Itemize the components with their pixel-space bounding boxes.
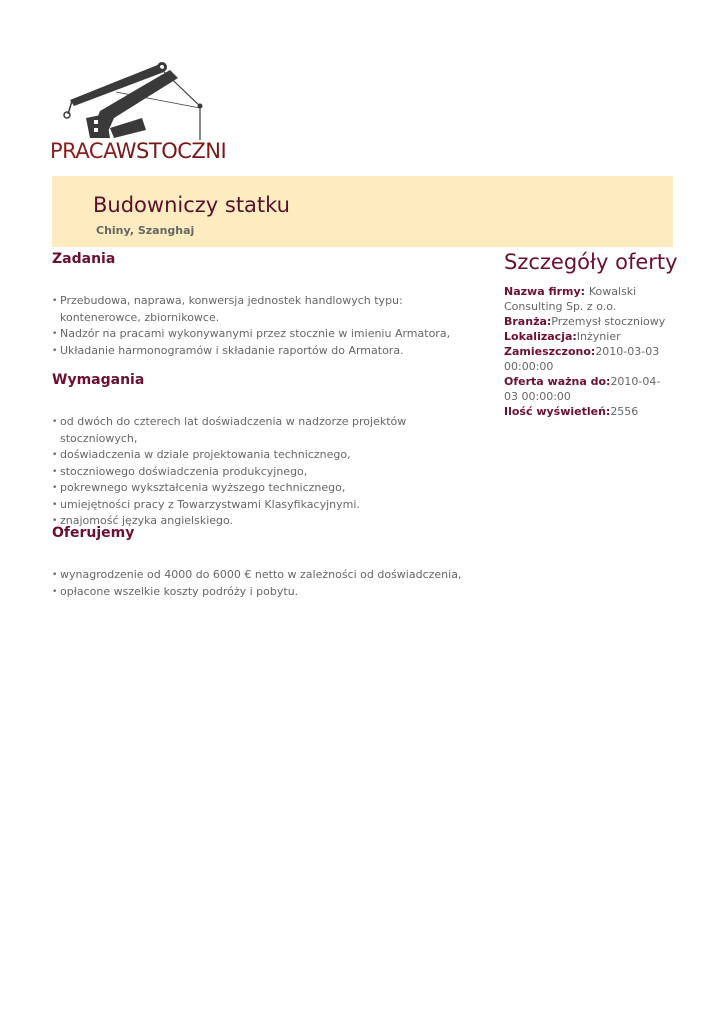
job-location: Chiny, Szanghaj bbox=[96, 224, 195, 237]
detail-location bbox=[504, 329, 669, 344]
detail-posted bbox=[504, 344, 669, 374]
list-item: • Przebudowa, naprawa, konwersja jednostek handlowych typu: kontenerowce, zbiornikowce. bbox=[52, 293, 452, 326]
detail-views bbox=[504, 404, 669, 419]
section-title-zadania: Zadania bbox=[52, 251, 116, 267]
detail-value: Inżynier bbox=[576, 330, 621, 343]
list-item: • pokrewnego wykształcenia wyższego technicznego, bbox=[52, 480, 472, 497]
list-wymagania bbox=[52, 414, 472, 530]
list-item: • wynagrodzenie od 4000 do 6000 € netto w zależności od doświadczenia, bbox=[52, 567, 472, 584]
logo-wordmark bbox=[50, 138, 226, 164]
list-item: • umiejętności pracy z Towarzystwami Klasyfikacyjnymi. bbox=[52, 497, 472, 514]
list-item: • Układanie harmonogramów i składanie raportów do Armatora. bbox=[52, 343, 452, 360]
detail-value: 2556 bbox=[610, 405, 639, 418]
detail-value: 2010-03-03 00:00:00 bbox=[504, 345, 660, 373]
logo-text-wstoczni: WSTOCZNI bbox=[115, 139, 227, 163]
detail-label: Oferta ważna do: bbox=[504, 375, 611, 388]
offer-details bbox=[504, 248, 678, 419]
list-item: • Nadzór na pracami wykonywanymi przez stocznie w imieniu Armatora, bbox=[52, 326, 452, 343]
detail-industry bbox=[504, 314, 669, 329]
list-zadania bbox=[52, 293, 452, 359]
job-header-banner bbox=[52, 176, 673, 247]
list-item: • opłacone wszelkie koszty podróży i pobytu. bbox=[52, 584, 472, 601]
detail-label: Ilość wyświetleń: bbox=[504, 405, 611, 418]
detail-label: Nazwa firmy: bbox=[504, 285, 589, 298]
detail-value: Przemysł stoczniowy bbox=[551, 315, 666, 328]
section-title-oferujemy: Oferujemy bbox=[52, 525, 135, 541]
list-item: • stoczniowego doświadczenia produkcyjnego, bbox=[52, 464, 472, 481]
crane-logo-icon bbox=[50, 56, 210, 141]
list-oferujemy bbox=[52, 567, 472, 600]
list-item: • znajomość języka angielskiego. bbox=[52, 513, 472, 530]
section-title-wymagania: Wymagania bbox=[52, 372, 145, 388]
job-title: Budowniczy statku bbox=[93, 193, 290, 217]
detail-company bbox=[504, 284, 669, 314]
details-title: Szczegóły oferty bbox=[504, 250, 678, 274]
list-item: • doświadczenia w dziale projektowania technicznego, bbox=[52, 447, 472, 464]
logo-text-praca: PRACA bbox=[50, 139, 116, 163]
list-item: • od dwóch do czterech lat doświadczenia w nadzorze projektów stoczniowych, bbox=[52, 414, 472, 447]
detail-label: Branża: bbox=[504, 315, 552, 328]
detail-value: 2010-04-03 00:00:00 bbox=[504, 375, 661, 403]
detail-label: Lokalizacja: bbox=[504, 330, 577, 343]
detail-label: Zamieszczono: bbox=[504, 345, 596, 358]
detail-value: Kowalski Consulting Sp. z o.o. bbox=[504, 285, 637, 313]
detail-valid-until bbox=[504, 374, 669, 404]
site-logo[interactable] bbox=[50, 56, 240, 166]
